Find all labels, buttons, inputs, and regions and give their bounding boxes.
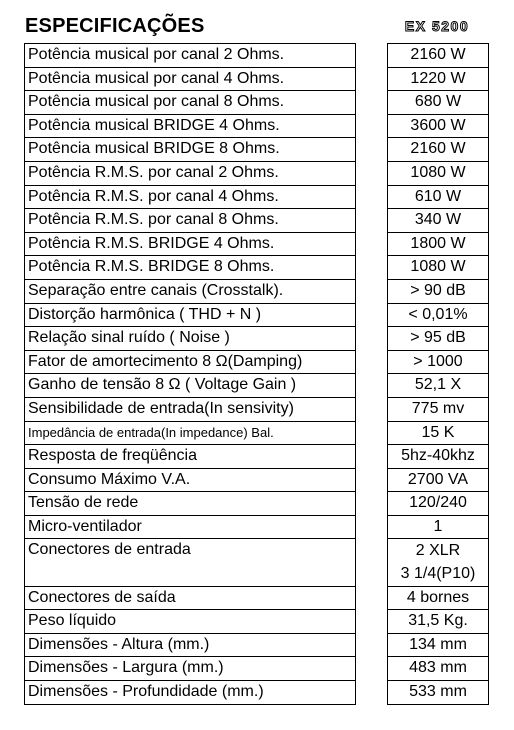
- spec-value-line: 3 1/4(P10): [400, 565, 476, 583]
- spec-label: Conectores de saída: [25, 587, 355, 611]
- spec-label: Potência R.M.S. por canal 8 Ohms.: [25, 209, 355, 233]
- spec-value-line: 2 XLR: [415, 542, 461, 560]
- spec-value: 15 K: [388, 422, 488, 446]
- spec-value: 120/240: [388, 492, 488, 516]
- spec-value: > 1000: [388, 351, 488, 375]
- spec-label: Dimensões - Largura (mm.): [25, 657, 355, 681]
- spec-label: Sensibilidade de entrada(In sensivity): [25, 398, 355, 422]
- spec-value: < 0,01%: [388, 304, 488, 328]
- spec-label: Distorção harmônica ( THD + N ): [25, 304, 355, 328]
- spec-label: Potência musical por canal 4 Ohms.: [25, 68, 355, 92]
- spec-label: Resposta de freqüência: [25, 445, 355, 469]
- spec-label: Ganho de tensão 8 Ω ( Voltage Gain ): [25, 374, 355, 398]
- spec-label: Potência musical por canal 8 Ohms.: [25, 91, 355, 115]
- spec-value: 52,1 X: [388, 374, 488, 398]
- spec-label: Potência R.M.S. por canal 4 Ohms.: [25, 186, 355, 210]
- spec-label: Potência R.M.S. por canal 2 Ohms.: [25, 162, 355, 186]
- spec-value: 775 mv: [388, 398, 488, 422]
- spec-label: Consumo Máximo V.A.: [25, 469, 355, 493]
- model-label: EX 5200: [404, 18, 470, 34]
- spec-label: Fator de amortecimento 8 Ω(Damping): [25, 351, 355, 375]
- page-title: ESPECIFICAÇÕES: [25, 15, 205, 37]
- spec-value: 1: [388, 516, 488, 540]
- spec-value: 5hz-40khz: [388, 445, 488, 469]
- spec-value: > 95 dB: [388, 327, 488, 351]
- spec-label: Relação sinal ruído ( Noise ): [25, 327, 355, 351]
- spec-value: 1080 W: [388, 256, 488, 280]
- spec-label: Potência R.M.S. BRIDGE 4 Ohms.: [25, 233, 355, 257]
- spec-value-column: [387, 43, 489, 705]
- spec-label-column: [24, 43, 356, 705]
- spec-value: 2160 W: [388, 44, 488, 68]
- spec-label: Potência musical BRIDGE 8 Ohms.: [25, 138, 355, 162]
- spec-label: Dimensões - Altura (mm.): [25, 634, 355, 658]
- spec-value: 1800 W: [388, 233, 488, 257]
- spec-value: 533 mm: [388, 681, 488, 705]
- spec-label: Potência musical BRIDGE 4 Ohms.: [25, 115, 355, 139]
- spec-value: 680 W: [388, 91, 488, 115]
- spec-value: 31,5 Kg.: [388, 610, 488, 634]
- spec-value: 483 mm: [388, 657, 488, 681]
- spec-label: Dimensões - Profundidade (mm.): [25, 681, 355, 705]
- spec-value: 4 bornes: [388, 587, 488, 611]
- spec-label: Micro-ventilador: [25, 516, 355, 540]
- spec-label: Separação entre canais (Crosstalk).: [25, 280, 355, 304]
- spec-value: 3600 W: [388, 115, 488, 139]
- spec-value: 610 W: [388, 186, 488, 210]
- spec-value: 1080 W: [388, 162, 488, 186]
- spec-label: Tensão de rede: [25, 492, 355, 516]
- spec-value: 1220 W: [388, 68, 488, 92]
- spec-value: > 90 dB: [388, 280, 488, 304]
- spec-value: 2160 W: [388, 138, 488, 162]
- spec-label: Potência musical por canal 2 Ohms.: [25, 44, 355, 68]
- spec-label: Conectores de entrada: [25, 539, 355, 586]
- spec-value: [388, 539, 488, 586]
- spec-value: 340 W: [388, 209, 488, 233]
- spec-value: 134 mm: [388, 634, 488, 658]
- spec-value: 2700 VA: [388, 469, 488, 493]
- spec-label: Potência R.M.S. BRIDGE 8 Ohms.: [25, 256, 355, 280]
- spec-label: Peso líquido: [25, 610, 355, 634]
- spec-label: Impedância de entrada(In impedance) Bal.: [25, 422, 355, 446]
